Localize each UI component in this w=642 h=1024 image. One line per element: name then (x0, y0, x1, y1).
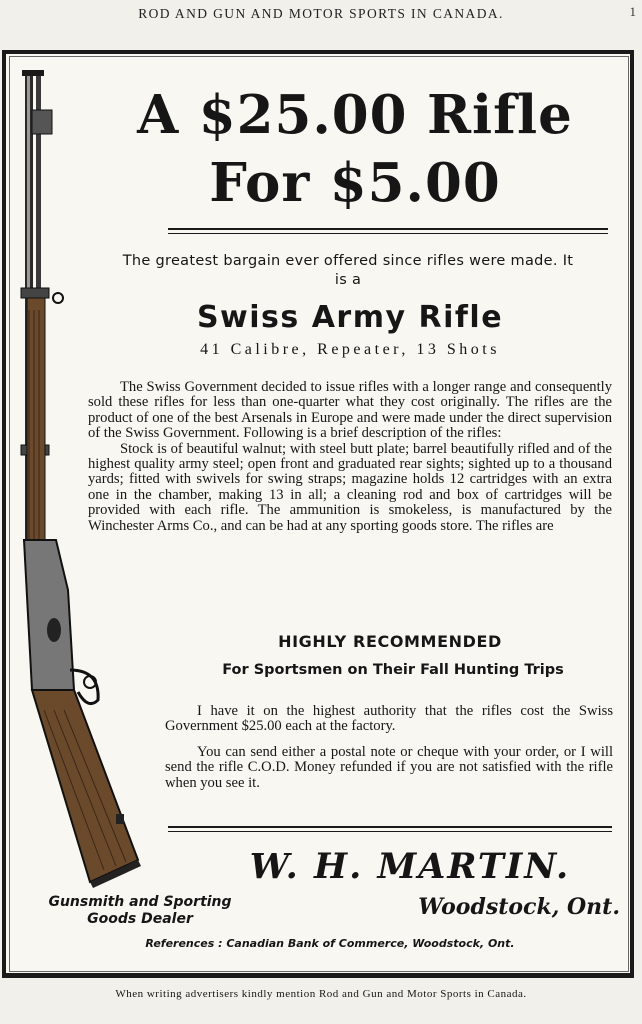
headline-rule-thin (168, 233, 608, 234)
barrel-band (21, 288, 49, 298)
dealer-title-line-1: Gunsmith and Sporting (48, 894, 232, 910)
description-paragraph-2: Stock is of beautiful walnut; with steel butt plate; barrel beautifully rifled and of the highest quality army steel; open front and graduated rear sights; sighted up to a thousand yards; fitted with swivels for swing straps; magazine holds 12 cartridges with an extra one in the chamber, making 13 in all; a cleaning rod and box of cartridges will be provided with each rifle. The ammunition is smokeless, is manufactured by the Winchester Arms Co., and can be had at any sporting goods store. The rifles are (88, 440, 612, 534)
closing-paragraph-2: You can send either a postal note or cheque with your order, or I will send the rifle C.O.D. Money refunded if you are not satisfied with the rifle when you see it. (165, 743, 613, 791)
dealer-title (20, 894, 260, 928)
closing-body (165, 704, 613, 801)
page-number: 1 (629, 4, 636, 19)
headline-line1: A $25.00 Rifle (137, 84, 573, 146)
rifle-name: Swiss Army Rifle (196, 300, 504, 335)
dealer-rule (168, 826, 612, 828)
recommended-subheading: For Sportsmen on Their Fall Hunting Trips (222, 662, 564, 678)
headline-rule (168, 228, 608, 230)
description-paragraph-1: The Swiss Government decided to issue rifles with a longer range and consequently sold these rifles for less than one-quarter what they cost originally. The rifles are the product of one of the best Arsenals in Europe and were made under the direct supervision of the Swiss Government. Following is a brief description of the rifles: (88, 379, 612, 442)
dealer-title-line-2: Goods Dealer (87, 911, 193, 927)
dealer-name: W. H. MARTIN. (249, 846, 571, 887)
recommended-heading: HIGHLY RECOMMENDED (278, 632, 502, 651)
dealer-rule-thin (168, 831, 612, 832)
page-footer: When writing advertisers kindly mention Rod and Gun and Motor Sports in Canada. (115, 988, 527, 1000)
page-header: ROD AND GUN AND MOTOR SPORTS IN CANADA. (138, 6, 504, 21)
closing-paragraph-1: I have it on the highest authority that the rifles cost the Swiss Government $25.00 each at the factory. (165, 703, 613, 735)
dealer-location: Woodstock, Ont. (418, 894, 620, 920)
description-body (88, 380, 612, 534)
headline-line2: For $5.00 (209, 152, 501, 214)
dealer-references: References : Canadian Bank of Commerce, Woodstock, Ont. (145, 937, 515, 950)
rifle-specs: 41 Calibre, Repeater, 13 Shots (200, 341, 500, 358)
intro-text: The greatest bargain ever offered since rifles were made. It is a (122, 253, 574, 288)
